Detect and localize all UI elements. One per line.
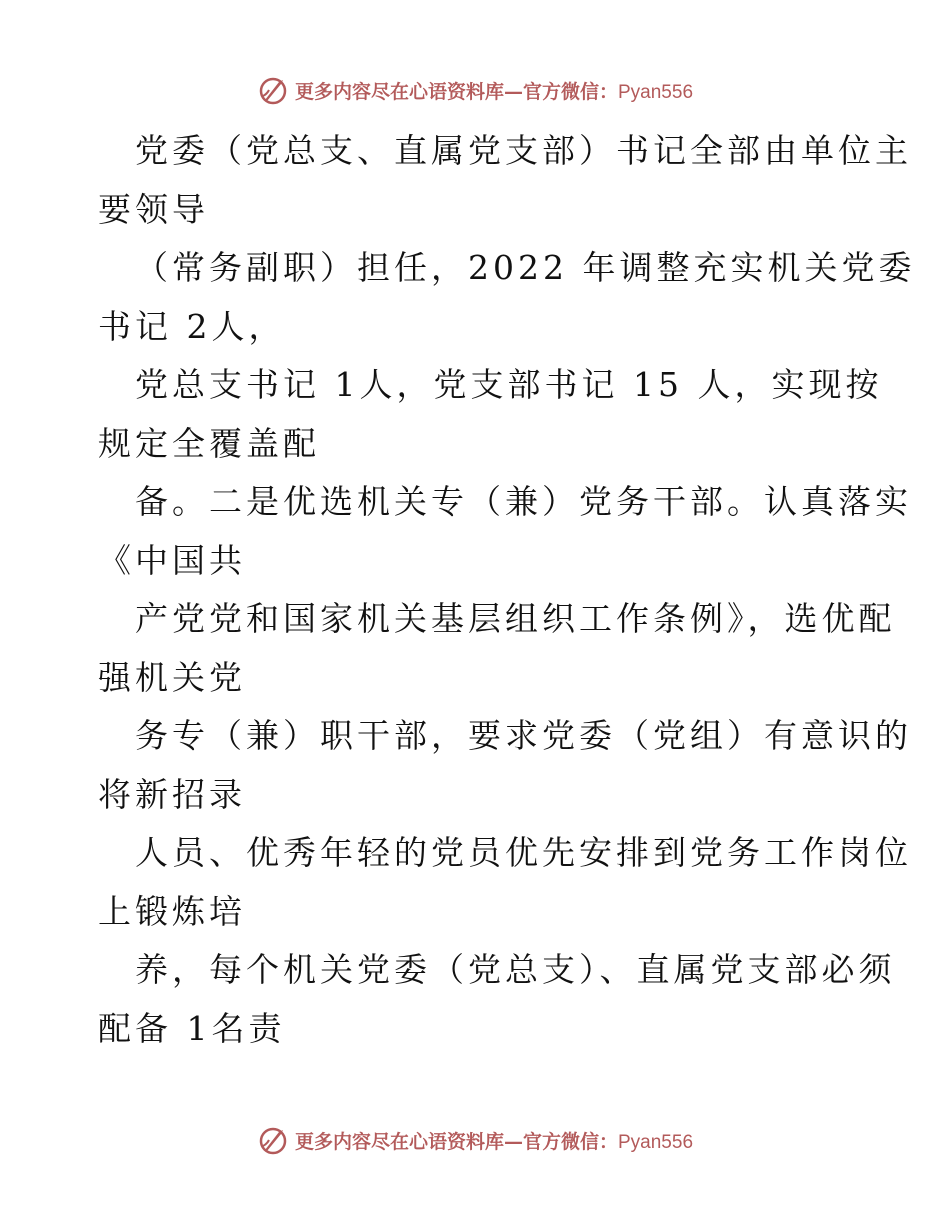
header-wechat-id: Pyan556	[618, 81, 694, 103]
paragraph-line-8: 养，每个机关党委（党总支）、直属党支部必须 配备 1名责	[98, 950, 896, 1048]
footer-banner	[0, 1120, 950, 1160]
header-banner	[0, 70, 950, 110]
paragraph-line-5: 产党党和国家机关基层组织工作条例》，选优配 强机关党	[98, 599, 896, 697]
paragraph-line-1: 党委（党总支、直属党支部）书记全部由单位主 要领导	[98, 131, 912, 229]
paragraph-line-3: 党总支书记 1人，党支部书记 15 人，实现按 规定全覆盖配	[98, 365, 883, 463]
quill-pen-logo-icon	[257, 1124, 289, 1156]
paragraph-line-7: 人员、优秀年轻的党员优先安排到党务工作岗位 上锻炼培	[98, 833, 912, 931]
footer-wechat-id: Pyan556	[618, 1131, 694, 1153]
paragraph-line-4: 备。二是优选机关专（兼）党务干部。认真落实 《中国共	[98, 482, 912, 580]
document-body	[98, 122, 916, 1058]
header-banner-text: 更多内容尽在心语资料库—官方微信：Pyan556	[294, 80, 694, 103]
paragraph-line-2: （常务副职）担任，2022 年调整充实机关党委 书记 2人，	[98, 248, 916, 346]
footer-banner-text: 更多内容尽在心语资料库—官方微信：Pyan556	[294, 1130, 694, 1153]
paragraph-line-6: 务专（兼）职干部，要求党委（党组）有意识的 将新招录	[98, 716, 912, 814]
quill-pen-logo-icon	[257, 74, 289, 106]
